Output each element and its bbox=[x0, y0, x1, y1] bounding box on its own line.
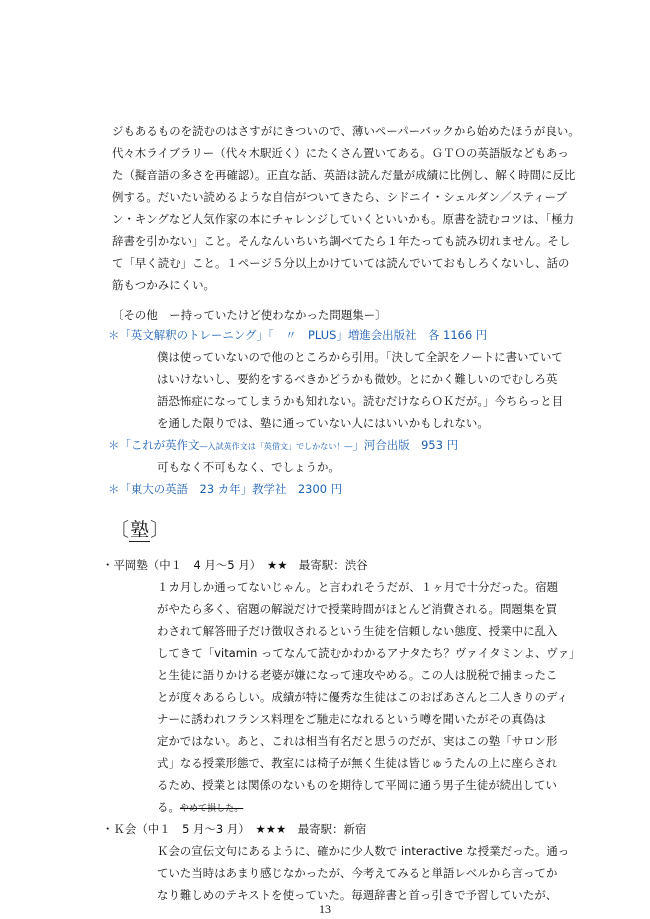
intro-line: 辞書を引かない」こと。そんなんいちいち調べてたら１年たっても読み切れません。そし bbox=[112, 234, 571, 248]
book-title: ＊「英文解釈のトレーニング」「 〃 PLUS」増進会出版社 各 1166 円 bbox=[108, 328, 488, 342]
struck-out-text: やめて損した。 bbox=[179, 804, 244, 814]
book-comment-line: 僕は使っていないので他のところから引用。「決して全訳をノートに書いていて bbox=[157, 350, 563, 364]
school-body-line: るため、授業とは関係のないものを期待して平岡に通う男子生徒が続出してい bbox=[157, 778, 557, 792]
school-body-line: ていた当時はあまり感じなかったが、今考えてみると単語レベルから言ってか bbox=[157, 866, 558, 880]
school-body-line: １カ月しか通ってないじゃん。と言われそうだが、１ヶ月で十分だった。宿題 bbox=[157, 580, 559, 594]
school-body-line: と生徒に語りかける老婆が嫌になって速攻やめる。この人は脱税で捕まったこ bbox=[157, 668, 558, 682]
school-body-line bbox=[157, 799, 243, 817]
school-body-line: 定かではない。あと、これは相当有名だと思うのだが、実はこの塾「サロン形 bbox=[157, 734, 558, 748]
intro-line: 例する。だいたい読めるような自信がついてきたら、シドニイ・シェルダン／スティーブ bbox=[112, 190, 567, 204]
intro-line: て「早く読む」こと。１ページ５分以上かけていては読んでいておもしろくないし、話の bbox=[112, 256, 570, 270]
book-title: ＊「東大の英語 23 カ年」教学社 2300 円 bbox=[108, 482, 343, 496]
school-body-line: わされて解答冊子だけ徴収されるという生徒を信頼しない態度、授業中に乱入 bbox=[157, 624, 558, 638]
heading-bracket-close: 〕 bbox=[150, 519, 170, 541]
intro-line: ン・キングなど人気作家の本にチャレンジしていくといいかも。原書を読むコツは、「極力 bbox=[112, 212, 575, 226]
intro-line: ジもあるものを読むのはさすがにきついので、薄いペーパーバックから始めたほうが良い。 bbox=[112, 124, 580, 138]
school-body-line: なり難しめのテキストを使っていた。毎週辞書と首っ引きで予習していたが、 bbox=[157, 888, 558, 902]
other-books-heading: 〔その他 ー持っていたけど使わなかった問題集ー〕 bbox=[112, 308, 387, 322]
school-body-line: してきて「vitamin ってなんて読むかわかるアナタたち？ヴァイタミンよ、ヴァ」 bbox=[157, 646, 581, 660]
book-title-main: ＊「これが英作文 bbox=[108, 438, 200, 452]
intro-line: た（擬音語の多さを再確認）。正直な話、英語は読んだ量が成績に比例し、解く時間に反比 bbox=[112, 168, 576, 182]
book-title bbox=[108, 437, 458, 455]
school-header: ・平岡塾（中１ 4 月～5 月） ★★ 最寄駅：渋谷 bbox=[102, 558, 368, 572]
heading-title: 塾 bbox=[130, 519, 150, 541]
book-comment-line: 可もなく不可もなく、でしょうか。 bbox=[157, 460, 340, 474]
book-title-subtitle: ―入試英作文は「英借文」でしかない！― bbox=[199, 442, 353, 451]
section-heading-juku bbox=[110, 518, 169, 542]
heading-bracket-open: 〔 bbox=[110, 519, 130, 541]
school-body-last: る。 bbox=[157, 800, 180, 814]
school-header: ・Ｋ会（中１ 5 月～3 月） ★★★ 最寄駅：新宿 bbox=[102, 822, 367, 836]
school-body-line: Ｋ会の宣伝文句にあるように、確かに少人数で interactive な授業だった。通っ bbox=[157, 844, 570, 858]
school-body-line: がやたら多く、宿題の解説だけで授業時間がほとんど消費される。問題集を買 bbox=[157, 602, 558, 616]
book-comment-line: を通した限りでは、塾に通っていない人にはいいかもしれない。 bbox=[157, 416, 489, 430]
book-comment-line: はいけないし、要約をするべきかどうかも微妙。とにかく難しいのでむしろ英 bbox=[157, 372, 558, 386]
book-comment-line: 語恐怖症になってしまうかも知れない。読むだけならＯＫだが。」今ちらっと目 bbox=[157, 394, 564, 408]
intro-line: 筋もつかみにくい。 bbox=[112, 278, 215, 292]
book-title-publisher: 」河合出版 953 円 bbox=[352, 438, 459, 452]
school-body-line: とが度々あるらしい。成績が特に優秀な生徒はこのおばあさんと二人きりのディ bbox=[157, 690, 568, 704]
page-number: 13 bbox=[319, 902, 331, 916]
school-body-line: 式」なる授業形態で、教室には椅子が無く生徒は皆じゅうたんの上に座らされ bbox=[157, 756, 558, 770]
intro-line: 代々木ライブラリー（代々木駅近く）にたくさん置いてある。ＧＴＯの英語版などもあっ bbox=[112, 146, 569, 160]
school-body-line: ナーに誘われフランス料理をご馳走になれるという噂を聞いたがその真偽は bbox=[157, 712, 546, 726]
